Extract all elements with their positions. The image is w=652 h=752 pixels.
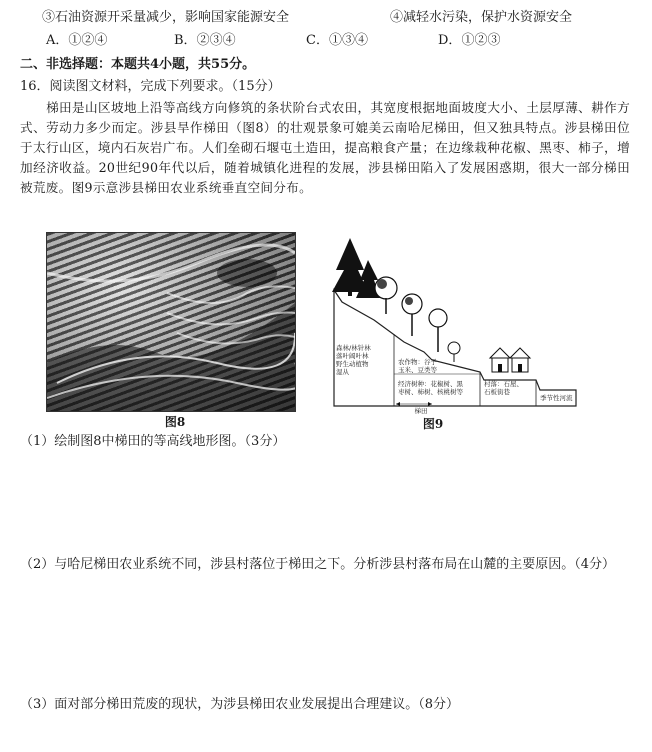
fig8-terrace-photo xyxy=(46,232,296,412)
fig9-diagram xyxy=(314,230,590,418)
prev-item-4: ④减轻水污染，保护水资源安全 xyxy=(390,10,573,25)
option-a xyxy=(46,31,107,50)
option-a-text: ①②④ xyxy=(68,33,108,48)
option-d-letter: D． xyxy=(438,33,462,48)
option-c xyxy=(306,31,368,50)
option-d xyxy=(438,31,500,50)
section-title: 二、非选择题：本题共4小题，共55分。 xyxy=(20,57,256,72)
prev-item-3: ③石油资源开采量减少，影响国家能源安全 xyxy=(42,10,290,25)
option-b-text: ②③④ xyxy=(196,33,236,48)
fig9-label-crops: 农作物：谷子 玉米、豆类等 xyxy=(398,358,437,374)
q16-sub2: （2）与哈尼梯田农业系统不同，涉县村落位于梯田之下。分析涉县村落布局在山麓的主要原因。（4分） xyxy=(20,557,616,572)
option-b xyxy=(174,31,236,50)
option-d-text: ①②③ xyxy=(461,33,501,48)
q16-sub1: （1）绘制图8中梯田的等高线地形图。（3分） xyxy=(20,434,286,449)
q16-material xyxy=(20,98,630,198)
option-c-letter: C． xyxy=(306,33,329,48)
q16-material-text: 梯田是山区坡地上沿等高线方向修筑的条状阶台式农田，其宽度根据地面坡度大小、土层厚薄、耕作方式、劳动力多少而定。涉县旱作梯田（图8）的壮观景象可媲美云南哈尼梯田，但又独具特点。涉县梯田位于太行山区，境内石灰岩广布。人们垒砌石堰屯土造田，提高粮食产量；在边缘栽种花椒、黑枣、柿子，增加经济收益。20世纪90年代以后，随着城镇化进程的发展，涉县梯田陷入了发展困惑期，很大一部分梯田被荒废。图9示意涉县梯田农业系统垂直空间分布。 xyxy=(20,100,630,195)
q16-sub3: （3）面对部分梯田荒废的现状，为涉县梯田农业发展提出合理建议。（8分） xyxy=(20,697,460,712)
option-a-letter: A． xyxy=(46,33,69,48)
fig9-label-terrace: 梯田 xyxy=(414,407,428,415)
fig8-caption: 图8 xyxy=(164,415,186,429)
option-c-text: ①③④ xyxy=(328,33,368,48)
q16-header: 16．阅读图文材料，完成下列要求。（15分） xyxy=(20,79,281,94)
terrace-photo-illustration xyxy=(47,233,295,411)
fig9-caption: 图9 xyxy=(422,417,444,431)
fig9-label-forest: 森林/林针林 落叶阔叶林 野生动植物 湿从 xyxy=(336,344,371,376)
option-b-letter: B． xyxy=(174,33,197,48)
fig9-label-trees: 经济树种：花椒树、黑 枣树、柿树、核桃树等 xyxy=(398,380,463,396)
fig9-label-village: 村落：石屋、 石板街巷 xyxy=(484,380,523,396)
fig9-label-river: 季节性河流 xyxy=(540,394,573,402)
